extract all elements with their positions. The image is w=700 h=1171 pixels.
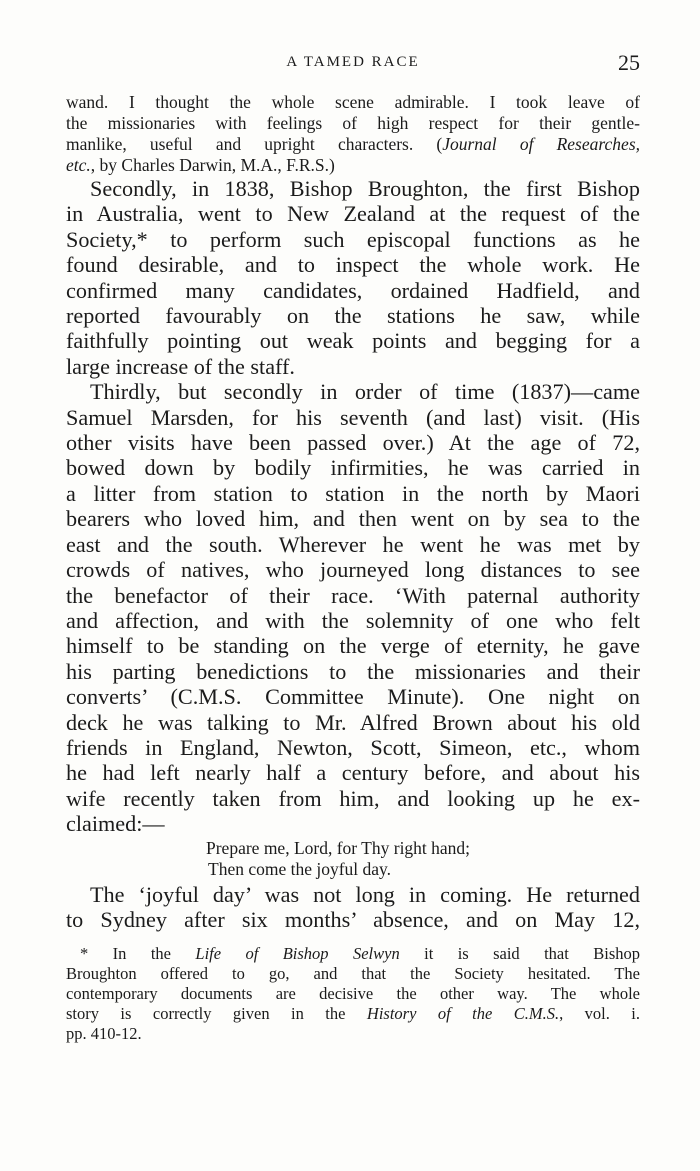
text-line: to Sydney after six months’ absence, and on May 12,: [66, 906, 640, 932]
footnote-line: pp. 410-12.: [66, 1023, 142, 1043]
footnote-title: History of the C.M.S.: [366, 1003, 560, 1023]
quote-text: , by Charles Darwin, M.A., F.R.S.): [90, 155, 335, 175]
text-line: large increase of the staff.: [66, 353, 295, 379]
text-line: east and the south. Wherever he went he was met by: [66, 531, 640, 557]
footnote-text: , vol. i.: [559, 1003, 640, 1023]
footnote: [66, 944, 640, 1043]
paragraph-secondly: [66, 176, 640, 379]
page-body: [66, 92, 640, 1043]
text-line: Secondly, in 1838, Bishop Broughton, the first Bishop: [90, 176, 640, 201]
text-line: Samuel Marsden, for his seventh (and last) visit. (His: [66, 404, 640, 430]
footnote-line: Broughton offered to go, and that the Society hesitated. The: [66, 964, 640, 984]
quote-line: [66, 134, 640, 155]
text-line: faithfully pointing out weak points and begging for a: [66, 328, 640, 354]
text-line: claimed:—: [66, 811, 165, 837]
text-line: reported favourably on the stations he saw, while: [66, 303, 640, 329]
verse-line: Then come the joyful day.: [208, 858, 392, 879]
text-line: his parting benedictions to the missionaries and their: [66, 658, 640, 684]
footnote-line: [66, 944, 640, 964]
quote-line: the missionaries with feelings of high respect for their gentle-: [66, 113, 640, 133]
citation-etc: etc.: [66, 155, 91, 175]
text-line: bearers who loved him, and then went on by sea to the: [66, 506, 640, 532]
quote-line: [66, 155, 640, 176]
text-line: other visits have been passed over.) At the age of 72,: [66, 430, 640, 456]
text-line: the benefactor of their race. ‘With paternal authority: [66, 582, 640, 608]
footnote-line: contemporary documents are decisive the other way. The whole: [66, 983, 640, 1003]
text-line: Society,* to perform such episcopal functions as he: [66, 226, 640, 252]
text-line: friends in England, Newton, Scott, Simeon, etc., whom: [66, 734, 640, 760]
page-number: 25: [618, 50, 640, 75]
text-line: deck he was talking to Mr. Alfred Brown about his old: [66, 709, 640, 735]
footnote-text: * In the: [80, 944, 196, 964]
text-line: in Australia, went to New Zealand at the request of the: [66, 201, 640, 227]
text-line: Thirdly, but secondly in order of time (1837)—came: [90, 379, 640, 405]
text-line: crowds of natives, who journeyed long distances to see: [66, 557, 640, 583]
text-line: a litter from station to station in the north by Maori: [66, 480, 640, 506]
quote-line: wand. I thought the whole scene admirable. I took leave of: [66, 92, 640, 112]
verse-line: Prepare me, Lord, for Thy right hand;: [206, 837, 471, 858]
text-line: The ‘joyful day’ was not long in coming. He returned: [90, 881, 640, 907]
text-line: found desirable, and to inspect the whole work. He: [66, 252, 640, 278]
footnote-title: Life of Bishop Selwyn: [195, 944, 400, 964]
text-line: he had left nearly half a century before, and about his: [66, 760, 640, 786]
running-title: A TAMED RACE: [286, 54, 420, 70]
footnote-line: [66, 1004, 640, 1024]
footnote-text: story is correctly given in the: [66, 1003, 367, 1023]
page-header: [66, 50, 640, 80]
quoted-passage: [66, 92, 640, 176]
text-line: and affection, and with the solemnity of one who felt: [66, 607, 640, 633]
text-line: converts’ (C.M.S. Committee Minute). One night on: [66, 684, 640, 710]
hymn-verse: [66, 838, 640, 880]
text-line: bowed down by bodily infirmities, he was carried in: [66, 455, 640, 481]
quote-text: manlike, useful and upright characters. (: [66, 134, 443, 154]
text-line: himself to be standing on the verge of eternity, he gave: [66, 633, 640, 659]
text-line: confirmed many candidates, ordained Hadfield, and: [66, 277, 640, 303]
footnote-text: it is said that Bishop: [399, 944, 641, 964]
text-line: wife recently taken from him, and looking up he ex-: [66, 785, 640, 811]
paragraph-thirdly: [66, 379, 640, 836]
paragraph-joyful-day: [66, 882, 640, 933]
citation-title: Journal of Researches,: [442, 134, 641, 154]
